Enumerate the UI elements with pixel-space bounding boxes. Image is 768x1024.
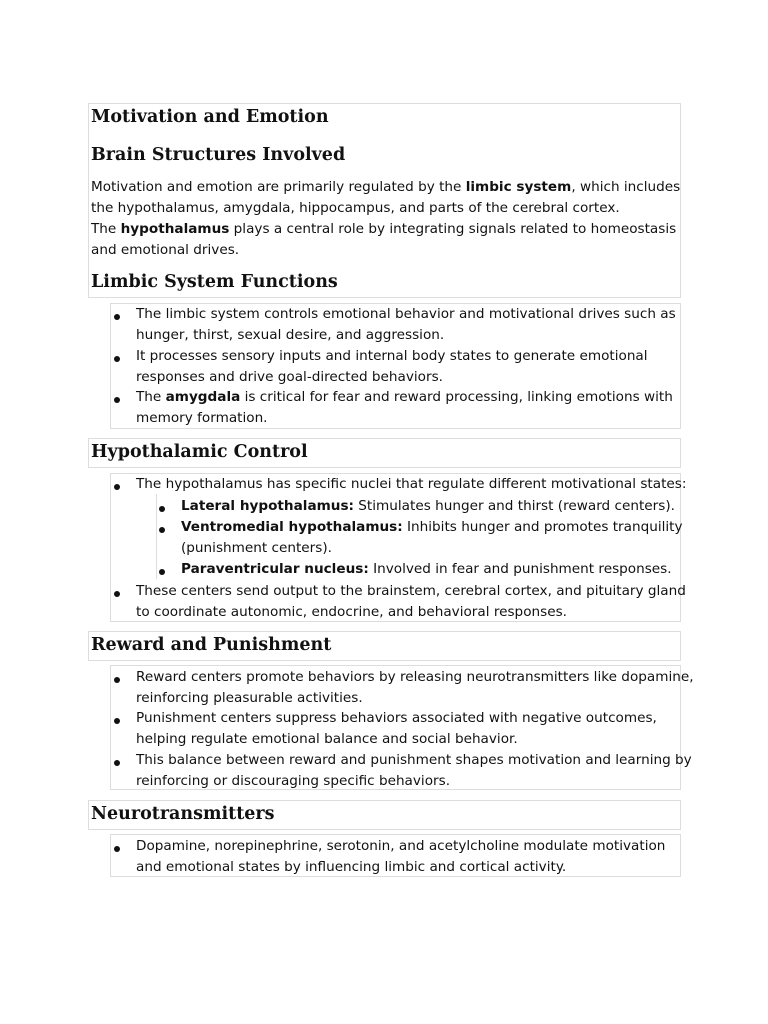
bullet-icon: [114, 356, 120, 362]
bullet-icon: [114, 484, 120, 490]
list-item: These centers send output to the brainstem, cerebral cortex, and pituitary gland to coordinate autonomic, endocrine, and behavioral responses.: [136, 583, 686, 620]
bullet-icon: [114, 397, 120, 403]
nested-list-rule: [156, 494, 157, 579]
list-item: The amygdala is critical for fear and reward processing, linking emotions with memory formation.: [136, 389, 673, 426]
nested-list-item: Lateral hypothalamus: Stimulates hunger and thirst (reward centers).: [181, 498, 675, 514]
bullet-icon: [159, 527, 165, 533]
section-heading-neurotransmitters: Neurotransmitters: [91, 804, 275, 824]
section-heading-brain-structures: Brain Structures Involved: [91, 145, 346, 165]
section-heading-hypothalamic-control: Hypothalamic Control: [91, 442, 308, 462]
nested-list-item: Paraventricular nucleus: Involved in fear and punishment responses.: [181, 561, 672, 577]
list-item: It processes sensory inputs and internal body states to generate emotional responses and drive goal-directed behaviors.: [136, 348, 648, 385]
bullet-icon: [159, 506, 165, 512]
list-item: Dopamine, norepinephrine, serotonin, and acetylcholine modulate motivation and emotional states by influencing limbic and cortical activity.: [136, 838, 666, 875]
nested-list-item: Ventromedial hypothalamus: Inhibits hunger and promotes tranquility (punishment centers).: [181, 519, 683, 556]
bullet-icon: [114, 677, 120, 683]
intro-paragraph: Motivation and emotion are primarily regulated by the limbic system, which includes the hypothalamus, amygdala, hippocampus, and parts of the cerebral cortex. The hypothalamus plays a central role by integrating signals related to homeostasis and emotional drives.: [91, 179, 681, 258]
bullet-icon: [159, 569, 165, 575]
bullet-icon: [114, 760, 120, 766]
bullet-icon: [114, 718, 120, 724]
list-item: The hypothalamus has specific nuclei that regulate different motivational states:: [136, 476, 687, 492]
bullet-icon: [114, 591, 120, 597]
bullet-icon: [114, 846, 120, 852]
section-heading-reward-punishment: Reward and Punishment: [91, 635, 332, 655]
section-heading-limbic-functions: Limbic System Functions: [91, 272, 338, 292]
list-item: This balance between reward and punishment shapes motivation and learning by reinforcing or discouraging specific behaviors.: [136, 752, 692, 789]
list-item: The limbic system controls emotional behavior and motivational drives such as hunger, thirst, sexual desire, and aggression.: [136, 306, 676, 343]
list-item: Reward centers promote behaviors by releasing neurotransmitters like dopamine, reinforcing pleasurable activities.: [136, 669, 694, 706]
bullet-icon: [114, 314, 120, 320]
page-title: Motivation and Emotion: [91, 107, 329, 127]
list-item: Punishment centers suppress behaviors associated with negative outcomes, helping regulate emotional balance and social behavior.: [136, 710, 657, 747]
